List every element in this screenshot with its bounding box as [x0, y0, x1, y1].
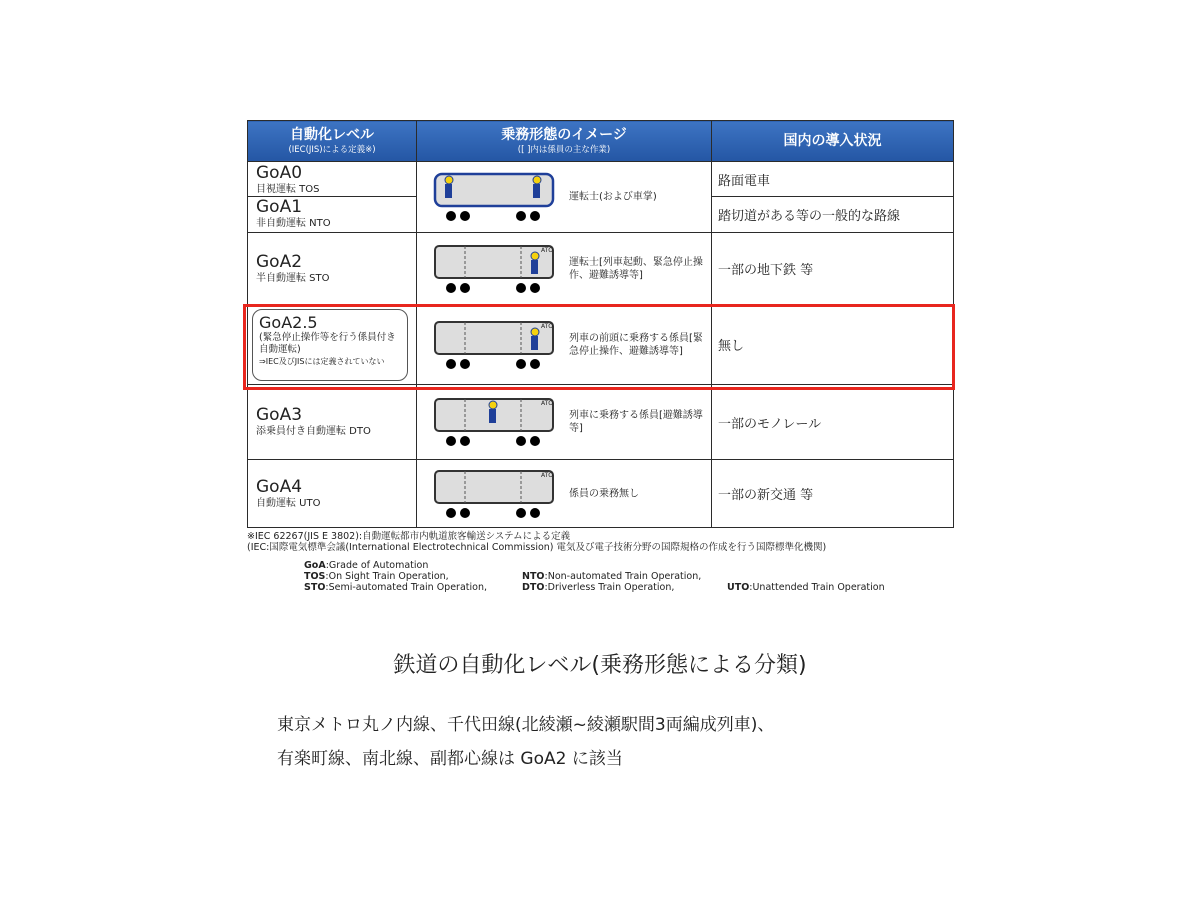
image-cell-goa4 — [417, 460, 712, 528]
image-cell-goa3 — [417, 385, 712, 460]
level-goa0: GoA0 目視運転 TOS — [248, 163, 416, 197]
duty-goa25: 列車の前頭に乗務する係員[緊急停止操作、避難誘導等] — [569, 332, 703, 357]
image-cell-goa0-goa1 — [417, 162, 712, 233]
status-goa25: 無し — [712, 305, 954, 385]
svg-text:ATO: ATO — [541, 246, 554, 254]
level-goa2: GoA2 半自動運転 STO — [248, 233, 417, 305]
duty-goa01: 運転士(および車掌) — [569, 191, 657, 203]
goa-table — [247, 120, 954, 528]
train-goa3-icon — [429, 394, 561, 450]
train-goa01-icon — [429, 169, 561, 225]
status-goa0: 路面電車 — [712, 162, 953, 197]
level-goa1: GoA1 非自動運転 NTO — [256, 197, 331, 229]
level-goa25 — [248, 305, 417, 385]
conductor-figure-icon — [533, 176, 541, 198]
goa-figure — [247, 120, 953, 593]
table-header-row — [248, 121, 954, 162]
image-cell-goa25 — [417, 305, 712, 385]
footnote-iec-definition: (IEC:国際電気標準会議(International Electrotechnical Commission) 電気及び電子技術分野の国際規格の作成を行う国際標準化機関) — [247, 542, 827, 553]
status-goa1: 踏切道がある等の一般的な路線 — [718, 209, 901, 224]
duty-goa4: 係員の乗務無し — [569, 488, 639, 499]
status-cell-goa0-goa1 — [712, 162, 954, 233]
header-level: 自動化レベル (IEC(JIS)による定義※) — [248, 121, 417, 162]
train-goa25-icon — [429, 317, 561, 373]
table-row-goa25 — [248, 305, 954, 385]
body-line-1: 東京メトロ丸ノ内線、千代田線(北綾瀬~綾瀬駅間3両編成列車)、 — [277, 715, 775, 735]
figure-caption: 鉄道の自動化レベル(乗務形態による分類) — [393, 653, 807, 678]
train-goa4-icon — [429, 466, 561, 522]
body-text — [277, 708, 774, 776]
body-line-2: 有楽町線、南北線、副都心線は GoA2 に該当 — [277, 749, 623, 769]
header-image: 乗務形態のイメージ ([ ]内は係員の主な作業) — [417, 121, 712, 162]
driver-figure-icon — [445, 176, 453, 198]
level-goa3: GoA3 添乗員付き自動運転 DTO — [248, 385, 417, 460]
table-row-goa3 — [248, 385, 954, 460]
attendant-figure-icon — [531, 328, 539, 350]
level-goa4: GoA4 自動運転 UTO — [248, 460, 417, 528]
status-goa2: 一部の地下鉄 等 — [712, 233, 954, 305]
svg-text:ATO: ATO — [541, 400, 554, 407]
table-row-goa0-goa1 — [248, 162, 954, 233]
abbreviation-legend: GoA:Grade of Automation TOS:On Sight Train Operation, NTO:Non-automated Train Operation, STO:Semi-automated Train Operation, DTO:Driverless Train Operation, UTO:Unattended Train Operation — [304, 560, 885, 593]
goa25-callout: GoA2.5 (緊急停止操作等を行う係員付き自動運転) ⇒IEC及びJISには定義されていない — [252, 309, 408, 381]
driver-figure-icon — [531, 252, 539, 274]
header-status: 国内の導入状況 — [712, 121, 954, 162]
status-goa4: 一部の新交通 等 — [712, 460, 954, 528]
footnotes — [247, 531, 953, 553]
train-goa2-icon — [429, 241, 561, 297]
svg-text:ATO: ATO — [541, 471, 554, 479]
table-row-goa2 — [248, 233, 954, 305]
attendant-figure-icon — [489, 401, 497, 423]
svg-text:ATO: ATO — [541, 322, 554, 330]
status-goa3: 一部のモノレール — [712, 385, 954, 460]
duty-goa3: 列車に乗務する係員[避難誘導等] — [569, 410, 703, 434]
image-cell-goa2 — [417, 233, 712, 305]
duty-goa2: 運転士[列車起動、緊急停止操作、避難誘導等] — [569, 256, 703, 281]
level-cell-goa0-goa1 — [248, 162, 417, 233]
footnote-iec-standard: ※IEC 62267(JIS E 3802):自動運転都市内軌道旅客輸送システムによる定義 — [247, 531, 571, 542]
table-row-goa4 — [248, 460, 954, 528]
